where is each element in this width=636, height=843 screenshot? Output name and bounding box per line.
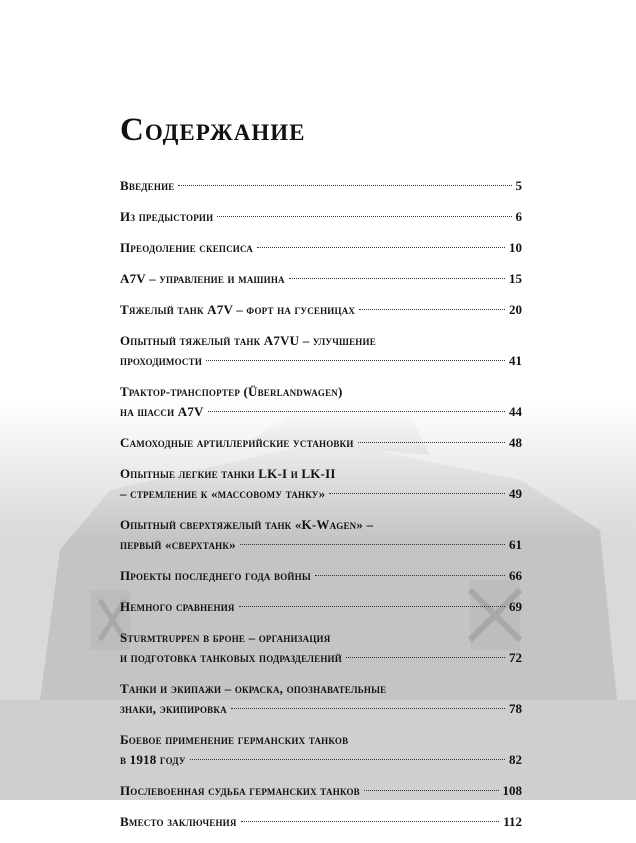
toc-entry-line xyxy=(120,331,522,351)
toc-entry-title: Боевое применение германских танков xyxy=(120,732,349,747)
toc-entry xyxy=(120,812,522,832)
toc-page-number: 82 xyxy=(509,752,522,767)
toc-entry-line xyxy=(120,597,522,617)
toc-entry-title: в 1918 году xyxy=(120,752,186,767)
toc-entry-line xyxy=(120,382,522,402)
toc-page-number: 49 xyxy=(509,486,522,501)
toc-entry-line xyxy=(120,402,522,422)
toc-entry-line xyxy=(120,269,522,289)
toc-page-number: 69 xyxy=(509,599,522,614)
toc-entry-title: знаки, экипировка xyxy=(120,701,227,716)
toc-entry-line xyxy=(120,679,522,699)
toc-page-number: 78 xyxy=(509,701,522,716)
toc-entry-line xyxy=(120,351,522,371)
dot-leader xyxy=(190,759,505,760)
toc-entry-line xyxy=(120,750,522,770)
toc-entry-line xyxy=(120,566,522,586)
toc-entry-title: Sturmtruppen в броне – организация xyxy=(120,630,331,645)
toc-entry-line xyxy=(120,699,522,719)
toc-entry-title: Тяжелый танк A7V – форт на гусеницах xyxy=(120,302,356,317)
toc-page-number: 44 xyxy=(509,404,522,419)
toc-entry-title: Опытные легкие танки LK-I и LK-II xyxy=(120,466,336,481)
toc-entry-title: Введение xyxy=(120,178,175,193)
toc-entry xyxy=(120,176,522,196)
toc-entry xyxy=(120,382,522,422)
toc-entry xyxy=(120,433,522,453)
toc-entry-line xyxy=(120,433,522,453)
toc-entry-line xyxy=(120,176,522,196)
toc-entry xyxy=(120,207,522,227)
toc-entry-line xyxy=(120,238,522,258)
toc-entry-title: Послевоенная судьба германских танков xyxy=(120,783,360,798)
toc-entry xyxy=(120,679,522,719)
toc-entry-line xyxy=(120,648,522,668)
toc-entry xyxy=(120,515,522,555)
toc-page-number: 66 xyxy=(509,568,522,583)
toc-entry-title: Трактор-транспортер (Überlandwagen) xyxy=(120,384,343,399)
dot-leader xyxy=(231,708,505,709)
toc-entry-title: Немного сравнения xyxy=(120,599,235,614)
toc-entry xyxy=(120,269,522,289)
dot-leader xyxy=(359,309,505,310)
dot-leader xyxy=(241,821,500,822)
toc-entry-line xyxy=(120,300,522,320)
page-title: Содержание xyxy=(120,112,306,148)
toc-entry xyxy=(120,781,522,801)
toc-page-number: 41 xyxy=(509,353,522,368)
toc-entry-title: на шасси A7V xyxy=(120,404,204,419)
dot-leader xyxy=(346,657,505,658)
toc-page-number: 10 xyxy=(509,240,522,255)
dot-leader xyxy=(239,606,505,607)
toc-entry-line xyxy=(120,515,522,535)
toc-page-number: 48 xyxy=(509,435,522,450)
toc-entry xyxy=(120,300,522,320)
dot-leader xyxy=(208,411,505,412)
toc-entry-title: Вместо заключения xyxy=(120,814,237,829)
toc-page-number: 15 xyxy=(509,271,522,286)
toc-entry-line xyxy=(120,628,522,648)
toc-entry-title: Опытный сверхтяжелый танк «K-Wagen» – xyxy=(120,517,374,532)
toc-entry-title: Из предыстории xyxy=(120,209,214,224)
toc-entry-line xyxy=(120,464,522,484)
dot-leader xyxy=(289,278,505,279)
table-of-contents xyxy=(120,176,522,843)
dot-leader xyxy=(217,216,511,217)
dot-leader xyxy=(240,544,505,545)
toc-entry-title: Опытный тяжелый танк A7VU – улучшение xyxy=(120,333,376,348)
toc-page-number: 72 xyxy=(509,650,522,665)
dot-leader xyxy=(364,790,499,791)
dot-leader xyxy=(329,493,505,494)
toc-entry xyxy=(120,597,522,617)
toc-entry-title: A7V – управление и машина xyxy=(120,271,285,286)
toc-entry-line xyxy=(120,535,522,555)
toc-page-number: 5 xyxy=(515,178,522,193)
toc-entry xyxy=(120,566,522,586)
dot-leader xyxy=(358,442,505,443)
toc-entry-line xyxy=(120,781,522,801)
toc-entry xyxy=(120,238,522,258)
toc-page-number: 108 xyxy=(502,783,522,798)
toc-entry xyxy=(120,730,522,770)
toc-entry-line xyxy=(120,207,522,227)
toc-entry-title: первый «сверхтанк» xyxy=(120,537,236,552)
toc-entry-line xyxy=(120,812,522,832)
toc-page-number: 112 xyxy=(503,814,522,829)
toc-entry-title: проходимости xyxy=(120,353,203,368)
toc-entry xyxy=(120,331,522,371)
toc-entry xyxy=(120,628,522,668)
toc-entry-title: Самоходные артиллерийские установки xyxy=(120,435,354,450)
toc-entry xyxy=(120,464,522,504)
toc-page-number: 20 xyxy=(509,302,522,317)
dot-leader xyxy=(257,247,505,248)
toc-entry-line xyxy=(120,484,522,504)
toc-entry-title: Преодоление скепсиса xyxy=(120,240,253,255)
toc-entry-line xyxy=(120,730,522,750)
dot-leader xyxy=(315,575,505,576)
dot-leader xyxy=(206,360,505,361)
dot-leader xyxy=(178,185,511,186)
toc-entry-title: – стремление к «массовому танку» xyxy=(120,486,326,501)
toc-entry-title: и подготовка танковых подразделений xyxy=(120,650,342,665)
toc-entry-title: Проекты последнего года войны xyxy=(120,568,311,583)
toc-entry-title: Танки и экипажи – окраска, опознавательные xyxy=(120,681,387,696)
toc-page-number: 6 xyxy=(515,209,522,224)
toc-page-number: 61 xyxy=(509,537,522,552)
